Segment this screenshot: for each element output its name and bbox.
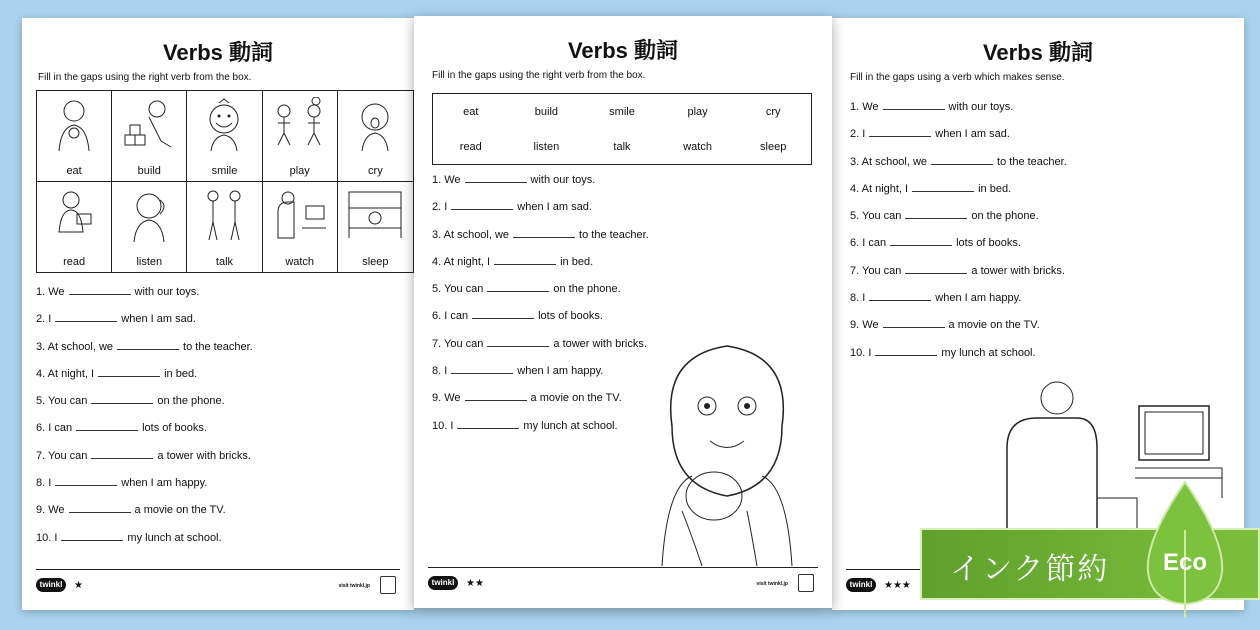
- answer-blank[interactable]: [451, 201, 513, 210]
- sentence: 4. At night, I in bed.: [36, 367, 198, 380]
- sleep-illustration-icon: [345, 188, 405, 244]
- picture-label: read: [63, 256, 86, 268]
- worksheet-level-2: [414, 16, 832, 608]
- picture-cell: [37, 182, 112, 273]
- difficulty-stars: ★★★: [884, 580, 911, 591]
- word-item: build: [534, 105, 559, 118]
- sentence: 6. I can lots of books.: [36, 422, 207, 435]
- answer-blank[interactable]: [890, 237, 952, 246]
- quality-badge-icon: [380, 576, 396, 594]
- watch-illustration-icon: [272, 188, 328, 244]
- answer-blank[interactable]: [69, 504, 131, 513]
- picture-label: cry: [368, 164, 383, 177]
- word-item: play: [687, 105, 708, 118]
- answer-blank[interactable]: [117, 341, 179, 350]
- twinkl-logo: twinkl: [36, 578, 66, 592]
- sentence: 7. You can a tower with bricks.: [432, 337, 647, 350]
- twinkl-logo: twinkl: [846, 578, 876, 592]
- answer-blank[interactable]: [76, 422, 138, 431]
- word-item: read: [459, 140, 482, 153]
- picture-label: eat: [66, 164, 82, 177]
- picture-cell: [112, 182, 187, 273]
- answer-blank[interactable]: [494, 256, 556, 265]
- read-illustration-icon: [49, 188, 99, 244]
- ink-saving-label: インク節約: [950, 552, 1110, 587]
- sentence: 3. At school, we to the teacher.: [432, 228, 649, 241]
- picture-label: talk: [215, 256, 234, 268]
- difficulty-stars: ★★: [466, 578, 484, 589]
- eco-badge-label: Eco: [1162, 549, 1208, 576]
- sentence: 10. I my lunch at school.: [850, 346, 1036, 359]
- girl-eating-cookie-illustration: [652, 336, 802, 566]
- sentence: 2. I when I am sad.: [850, 128, 1010, 141]
- sentence: 7. You can a tower with bricks.: [850, 264, 1065, 277]
- sentence: 10. I my lunch at school.: [432, 419, 618, 432]
- answer-blank[interactable]: [98, 368, 160, 377]
- picture-cell: [187, 182, 262, 273]
- sentence: 7. You can a tower with bricks.: [36, 449, 251, 462]
- answer-blank[interactable]: [513, 229, 575, 238]
- sentence: 5. You can on the phone.: [850, 210, 1039, 223]
- picture-cell: [338, 91, 413, 182]
- sentence: 3. At school, we to the teacher.: [850, 155, 1067, 168]
- eat-illustration-icon: [49, 97, 99, 153]
- sentence: 2. I when I am sad.: [36, 313, 196, 326]
- sentence: 6. I can lots of books.: [432, 310, 603, 323]
- build-illustration-icon: [121, 97, 177, 153]
- listen-illustration-icon: [124, 188, 174, 244]
- word-item: watch: [683, 140, 712, 153]
- picture-cell: [112, 91, 187, 182]
- picture-label: sleep: [362, 256, 389, 268]
- picture-cell: [37, 91, 112, 182]
- sentence: 4. At night, I in bed.: [850, 182, 1012, 195]
- sentence: 9. We a movie on the TV.: [432, 392, 622, 405]
- sentence: 1. We with our toys.: [36, 286, 200, 298]
- sentence: 4. At night, I in bed.: [432, 255, 594, 268]
- picture-cell: [263, 182, 338, 273]
- smile-illustration-icon: [199, 97, 249, 153]
- site-link[interactable]: visit twinkl.jp: [338, 583, 370, 589]
- picture-label: play: [289, 164, 310, 177]
- sentence: 5. You can on the phone.: [432, 283, 621, 296]
- answer-blank[interactable]: [487, 338, 549, 347]
- answer-blank[interactable]: [869, 292, 931, 301]
- difficulty-stars: ★: [74, 580, 83, 591]
- footer-divider: [36, 569, 400, 570]
- word-item: listen: [533, 140, 560, 153]
- instruction-text: Fill in the gaps using the right verb from the box.: [432, 70, 646, 81]
- sentence: 1. We with our toys.: [432, 174, 596, 186]
- play-illustration-icon: [270, 97, 330, 153]
- answer-blank[interactable]: [905, 265, 967, 274]
- answer-blank[interactable]: [883, 319, 945, 328]
- picture-cell: [263, 91, 338, 182]
- sentence: 10. I my lunch at school.: [36, 531, 222, 544]
- answer-blank[interactable]: [69, 286, 131, 295]
- answer-blank[interactable]: [55, 477, 117, 486]
- answer-blank[interactable]: [905, 210, 967, 219]
- answer-blank[interactable]: [457, 420, 519, 429]
- talk-illustration-icon: [199, 188, 249, 244]
- quality-badge-icon: [798, 574, 814, 592]
- answer-blank[interactable]: [472, 310, 534, 319]
- page-title: Verbs 動詞: [162, 40, 274, 65]
- answer-blank[interactable]: [487, 283, 549, 292]
- answer-blank[interactable]: [931, 156, 993, 165]
- answer-blank[interactable]: [61, 532, 123, 541]
- answer-blank[interactable]: [91, 450, 153, 459]
- sentence: 2. I when I am sad.: [432, 201, 592, 214]
- picture-label: build: [137, 164, 161, 177]
- sentence-list: [850, 101, 1067, 374]
- sentence: 1. We with our toys.: [850, 101, 1014, 113]
- sentence: 9. We a movie on the TV.: [36, 504, 226, 517]
- eco-leaf-icon: [1140, 480, 1230, 620]
- answer-blank[interactable]: [465, 174, 527, 183]
- answer-blank[interactable]: [55, 313, 117, 322]
- answer-blank[interactable]: [875, 347, 937, 356]
- picture-grid: [36, 90, 414, 273]
- picture-cell: [187, 91, 262, 182]
- cry-illustration-icon: [350, 97, 400, 153]
- sentence: 9. We a movie on the TV.: [850, 319, 1040, 332]
- sentence-list: [432, 174, 649, 447]
- answer-blank[interactable]: [91, 395, 153, 404]
- sentence: 6. I can lots of books.: [850, 237, 1021, 250]
- instruction-text: Fill in the gaps using the right verb from the box.: [38, 72, 252, 83]
- word-item: sleep: [760, 140, 787, 153]
- word-item: cry: [765, 105, 781, 118]
- picture-label: listen: [136, 256, 163, 268]
- sentence-list: [36, 286, 253, 559]
- sentence: 3. At school, we to the teacher.: [36, 340, 253, 353]
- site-link[interactable]: visit twinkl.jp: [756, 581, 788, 587]
- word-box: [432, 93, 812, 165]
- instruction-text: Fill in the gaps using a verb which makes sense.: [850, 72, 1065, 83]
- answer-blank[interactable]: [883, 101, 945, 110]
- page-title: Verbs 動詞: [982, 40, 1094, 65]
- answer-blank[interactable]: [912, 183, 974, 192]
- twinkl-logo: twinkl: [428, 576, 458, 590]
- word-item: smile: [609, 105, 635, 118]
- sentence: 8. I when I am happy.: [36, 477, 208, 490]
- page-title: Verbs 動詞: [567, 38, 679, 63]
- picture-label: smile: [211, 164, 238, 177]
- picture-label: watch: [285, 256, 315, 268]
- sentence: 5. You can on the phone.: [36, 395, 225, 408]
- sentence: 8. I when I am happy.: [432, 365, 604, 378]
- footer-divider: [428, 567, 818, 568]
- picture-cell: [338, 182, 413, 273]
- worksheet-level-1: [22, 18, 414, 610]
- sentence: 8. I when I am happy.: [850, 292, 1022, 305]
- answer-blank[interactable]: [465, 392, 527, 401]
- word-item: eat: [463, 105, 479, 118]
- answer-blank[interactable]: [451, 365, 513, 374]
- word-item: talk: [613, 140, 631, 153]
- answer-blank[interactable]: [869, 128, 931, 137]
